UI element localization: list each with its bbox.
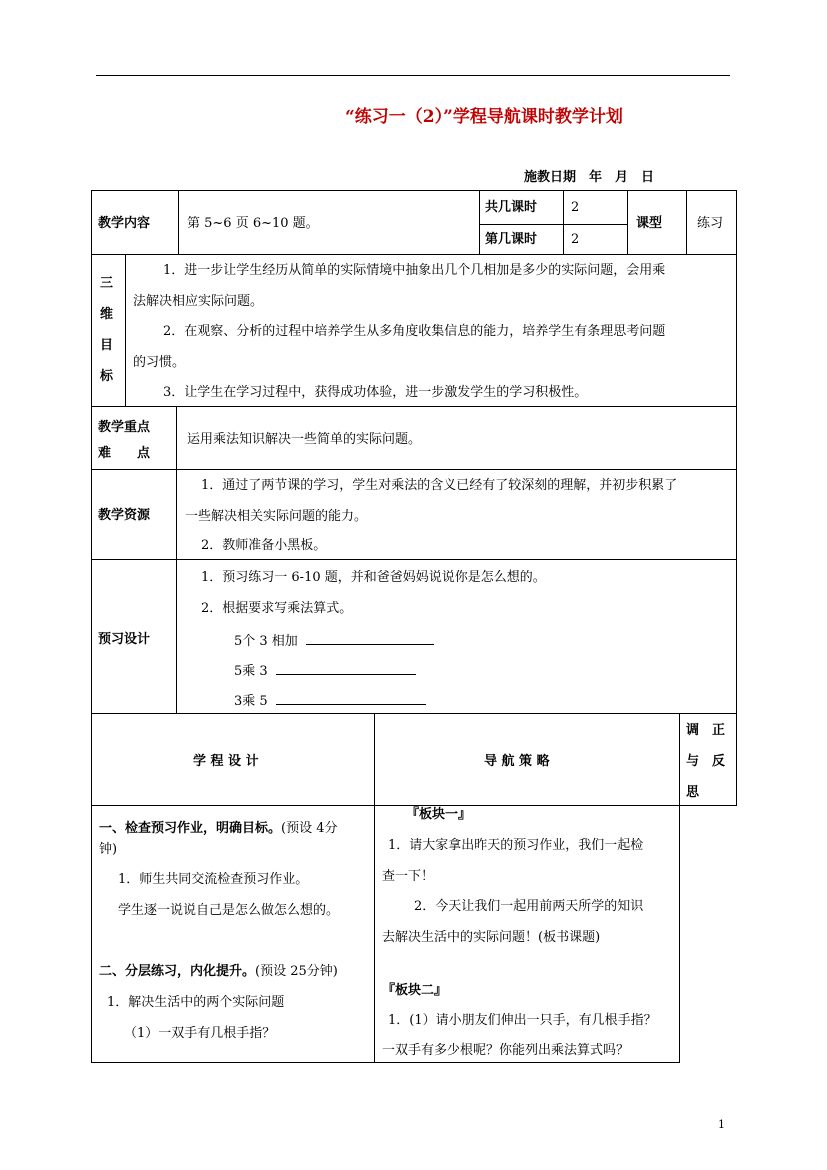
goals-label-char: 标: [100, 369, 114, 384]
lesson-type-value: 练习: [697, 216, 724, 231]
blank-item: 5乘 3: [234, 662, 416, 680]
block-one-heading: 『板块一』: [406, 807, 472, 822]
column-learning-design: 学 程 设 计: [193, 754, 259, 769]
section-two-item: 1．解决生活中的两个实际问题: [107, 995, 285, 1010]
section-one-heading: 一、检查预习作业，明确目标。(预设 4分: [99, 821, 338, 836]
total-lessons-value: 2: [571, 200, 580, 215]
page-number: 1: [718, 1118, 725, 1131]
blank-item: 3乘 5: [234, 692, 426, 710]
key-points-value: 运用乘法知识解决一些简单的实际问题。: [187, 432, 422, 447]
section-two-sub: （1）一双手有几根手指？: [124, 1026, 276, 1041]
goal-line: 1．进一步让学生经历从简单的实际情境中抽象出几个几相加是多少的实际问题，会用乘: [163, 263, 666, 278]
difficulty-label: 难 点: [98, 446, 151, 461]
preview-line: 1．预习练习一 6-10 题，并和爸爸妈妈说说你是怎么想的。: [201, 570, 546, 585]
strategy-line: 1．(1）请小朋友们伸出一只手，有几根手指？: [388, 1013, 657, 1028]
key-points-label: 教学重点: [98, 420, 151, 435]
preview-label: 预习设计: [98, 632, 151, 647]
resources-label: 教学资源: [98, 508, 151, 523]
lesson-number-label: 第几课时: [485, 232, 538, 247]
column-adjust-reflect: 思: [686, 785, 700, 800]
answer-blank[interactable]: [306, 632, 434, 645]
strategy-line: 2．今天让我们一起用前两天所学的知识: [414, 899, 644, 914]
goals-label-char: 目: [100, 338, 114, 353]
goals-label-char: 三: [100, 276, 114, 291]
column-adjust-reflect: 与 反: [686, 754, 726, 769]
goal-line: 的习惯。: [133, 355, 186, 370]
strategy-line: 去解决生活中的实际问题！(板书课题): [382, 930, 601, 945]
section-one-sub: 学生逐一说说自己是怎么做怎么想的。: [118, 903, 340, 918]
answer-blank[interactable]: [276, 662, 416, 675]
section-one-note: 钟): [99, 842, 118, 857]
preview-line: 2．根据要求写乘法算式。: [201, 601, 353, 616]
goal-line: 法解决相应实际问题。: [133, 294, 264, 309]
answer-blank[interactable]: [276, 692, 426, 705]
teaching-date: 施教日期 年 月 日: [524, 170, 655, 185]
page-title: “练习一（2）”学程导航课时教学计划: [345, 107, 623, 127]
resource-line: 一些解决相关实际问题的能力。: [185, 509, 368, 524]
strategy-line: 1．请大家拿出昨天的预习作业，我们一起检: [388, 838, 644, 853]
column-adjust-reflect: 调 正: [686, 723, 726, 738]
strategy-line: 查一下！: [382, 869, 435, 884]
section-two-heading: 二、分层练习，内化提升。(预设 25分钟): [99, 964, 338, 979]
goal-line: 2．在观察、分析的过程中培养学生从多角度收集信息的能力，培养学生有条理思考问题: [163, 324, 666, 339]
resource-line: 1．通过了两节课的学习，学生对乘法的含义已经有了较深刻的理解，并初步积累了: [201, 478, 678, 493]
header-rule: [96, 75, 730, 76]
column-navigation-strategy: 导 航 策 略: [484, 754, 550, 769]
goal-line: 3．让学生在学习过程中，获得成功体验，进一步激发学生的学习积极性。: [163, 385, 588, 400]
lesson-type-label: 课型: [636, 216, 663, 231]
goals-label-char: 维: [100, 307, 114, 322]
section-one-item: 1．师生共同交流检查预习作业。: [118, 872, 309, 887]
blank-item: 5个 3 相加: [234, 632, 434, 650]
content-value: 第 5~6 页 6~10 题。: [187, 216, 319, 231]
lesson-number-value: 2: [571, 232, 580, 247]
content-label: 教学内容: [98, 216, 151, 231]
strategy-line: 一双手有多少根呢？你能列出乘法算式吗？: [382, 1043, 630, 1058]
total-lessons-label: 共几课时: [485, 200, 538, 215]
resource-line: 2．教师准备小黑板。: [201, 538, 327, 553]
block-two-heading: 『板块二』: [382, 983, 448, 998]
